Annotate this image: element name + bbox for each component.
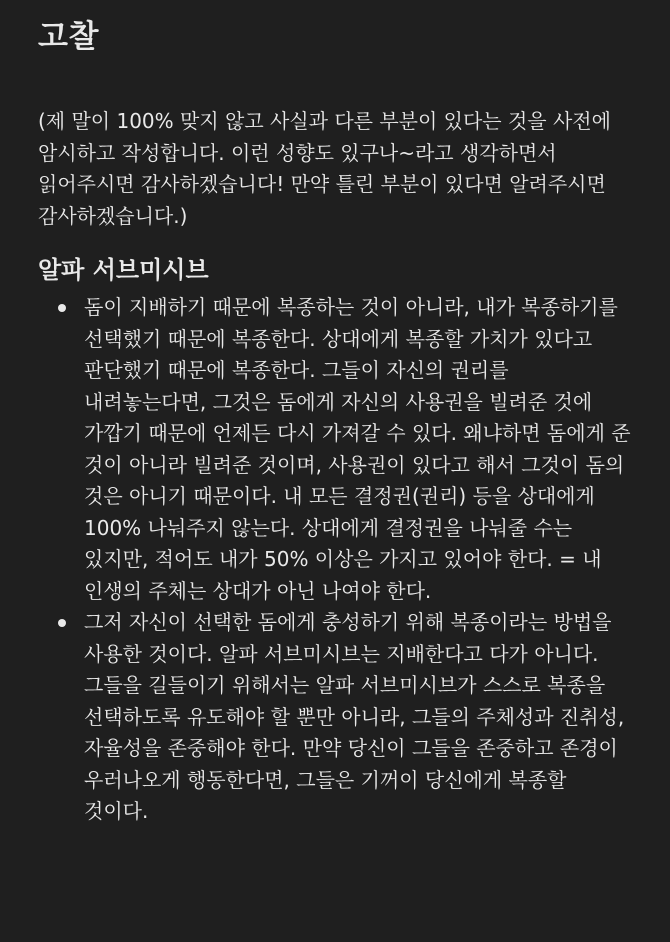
bullet-icon [58,619,66,627]
list-item [38,607,634,828]
section-heading: 알파 서브미시브 [38,256,209,284]
intro-paragraph: (제 말이 100% 맞지 않고 사실과 다른 부분이 있다는 것을 사전에 암시하고 작성합니다. 이런 성향도 있구나~라고 생각하면서 읽어주시면 감사하겠습니다! 만약 틀린 부분이 있다면 알려주시면 감사하겠습니다.) [38,109,611,228]
list-item [38,292,634,607]
list-item-text: 돔이 지배하기 때문에 복종하는 것이 아니라, 내가 복종하기를 선택했기 때문에 복종한다. 상대에게 복종할 가치가 있다고 판단했기 때문에 복종한다. 그들이 자신의 권리를 내려놓는다면, 그것은 돔에게 자신의 사용권을 빌려준 것에 가깝기 때문에 언제든 다시 가져갈 수 있다. 왜냐하면 돔에게 준 것이 아니라 빌려준 것이며, 사용권이 있다고 해서 그것이 돔의 것은 아니기 때문이다. 내 모든 결정권(권리) 등을 상대에게 100% 나눠주지 않는다. 상대에게 결정권을 나눠줄 수는 있지만, 적어도 내가 50% 이상은 가지고 있어야 한다. = 내 인생의 주체는 상대가 아닌 나여야 한다. [84,295,631,603]
list-item-text: 그저 자신이 선택한 돔에게 충성하기 위해 복종이라는 방법을 사용한 것이다. 알파 서브미시브는 지배한다고 다가 아니다. 그들을 길들이기 위해서는 알파 서브미시브가 스스로 복종을 선택하도록 유도해야 할 뿐만 아니라, 그들의 주체성과 진취성, 자율성을 존중해야 한다. 만약 당신이 그들을 존중하고 존경이 우러나오게 행동한다면, 그들은 기꺼이 당신에게 복종할 것이다. [84,610,625,823]
bullet-list [38,292,634,828]
page-title: 고찰 [38,19,99,55]
bullet-icon [58,304,66,312]
